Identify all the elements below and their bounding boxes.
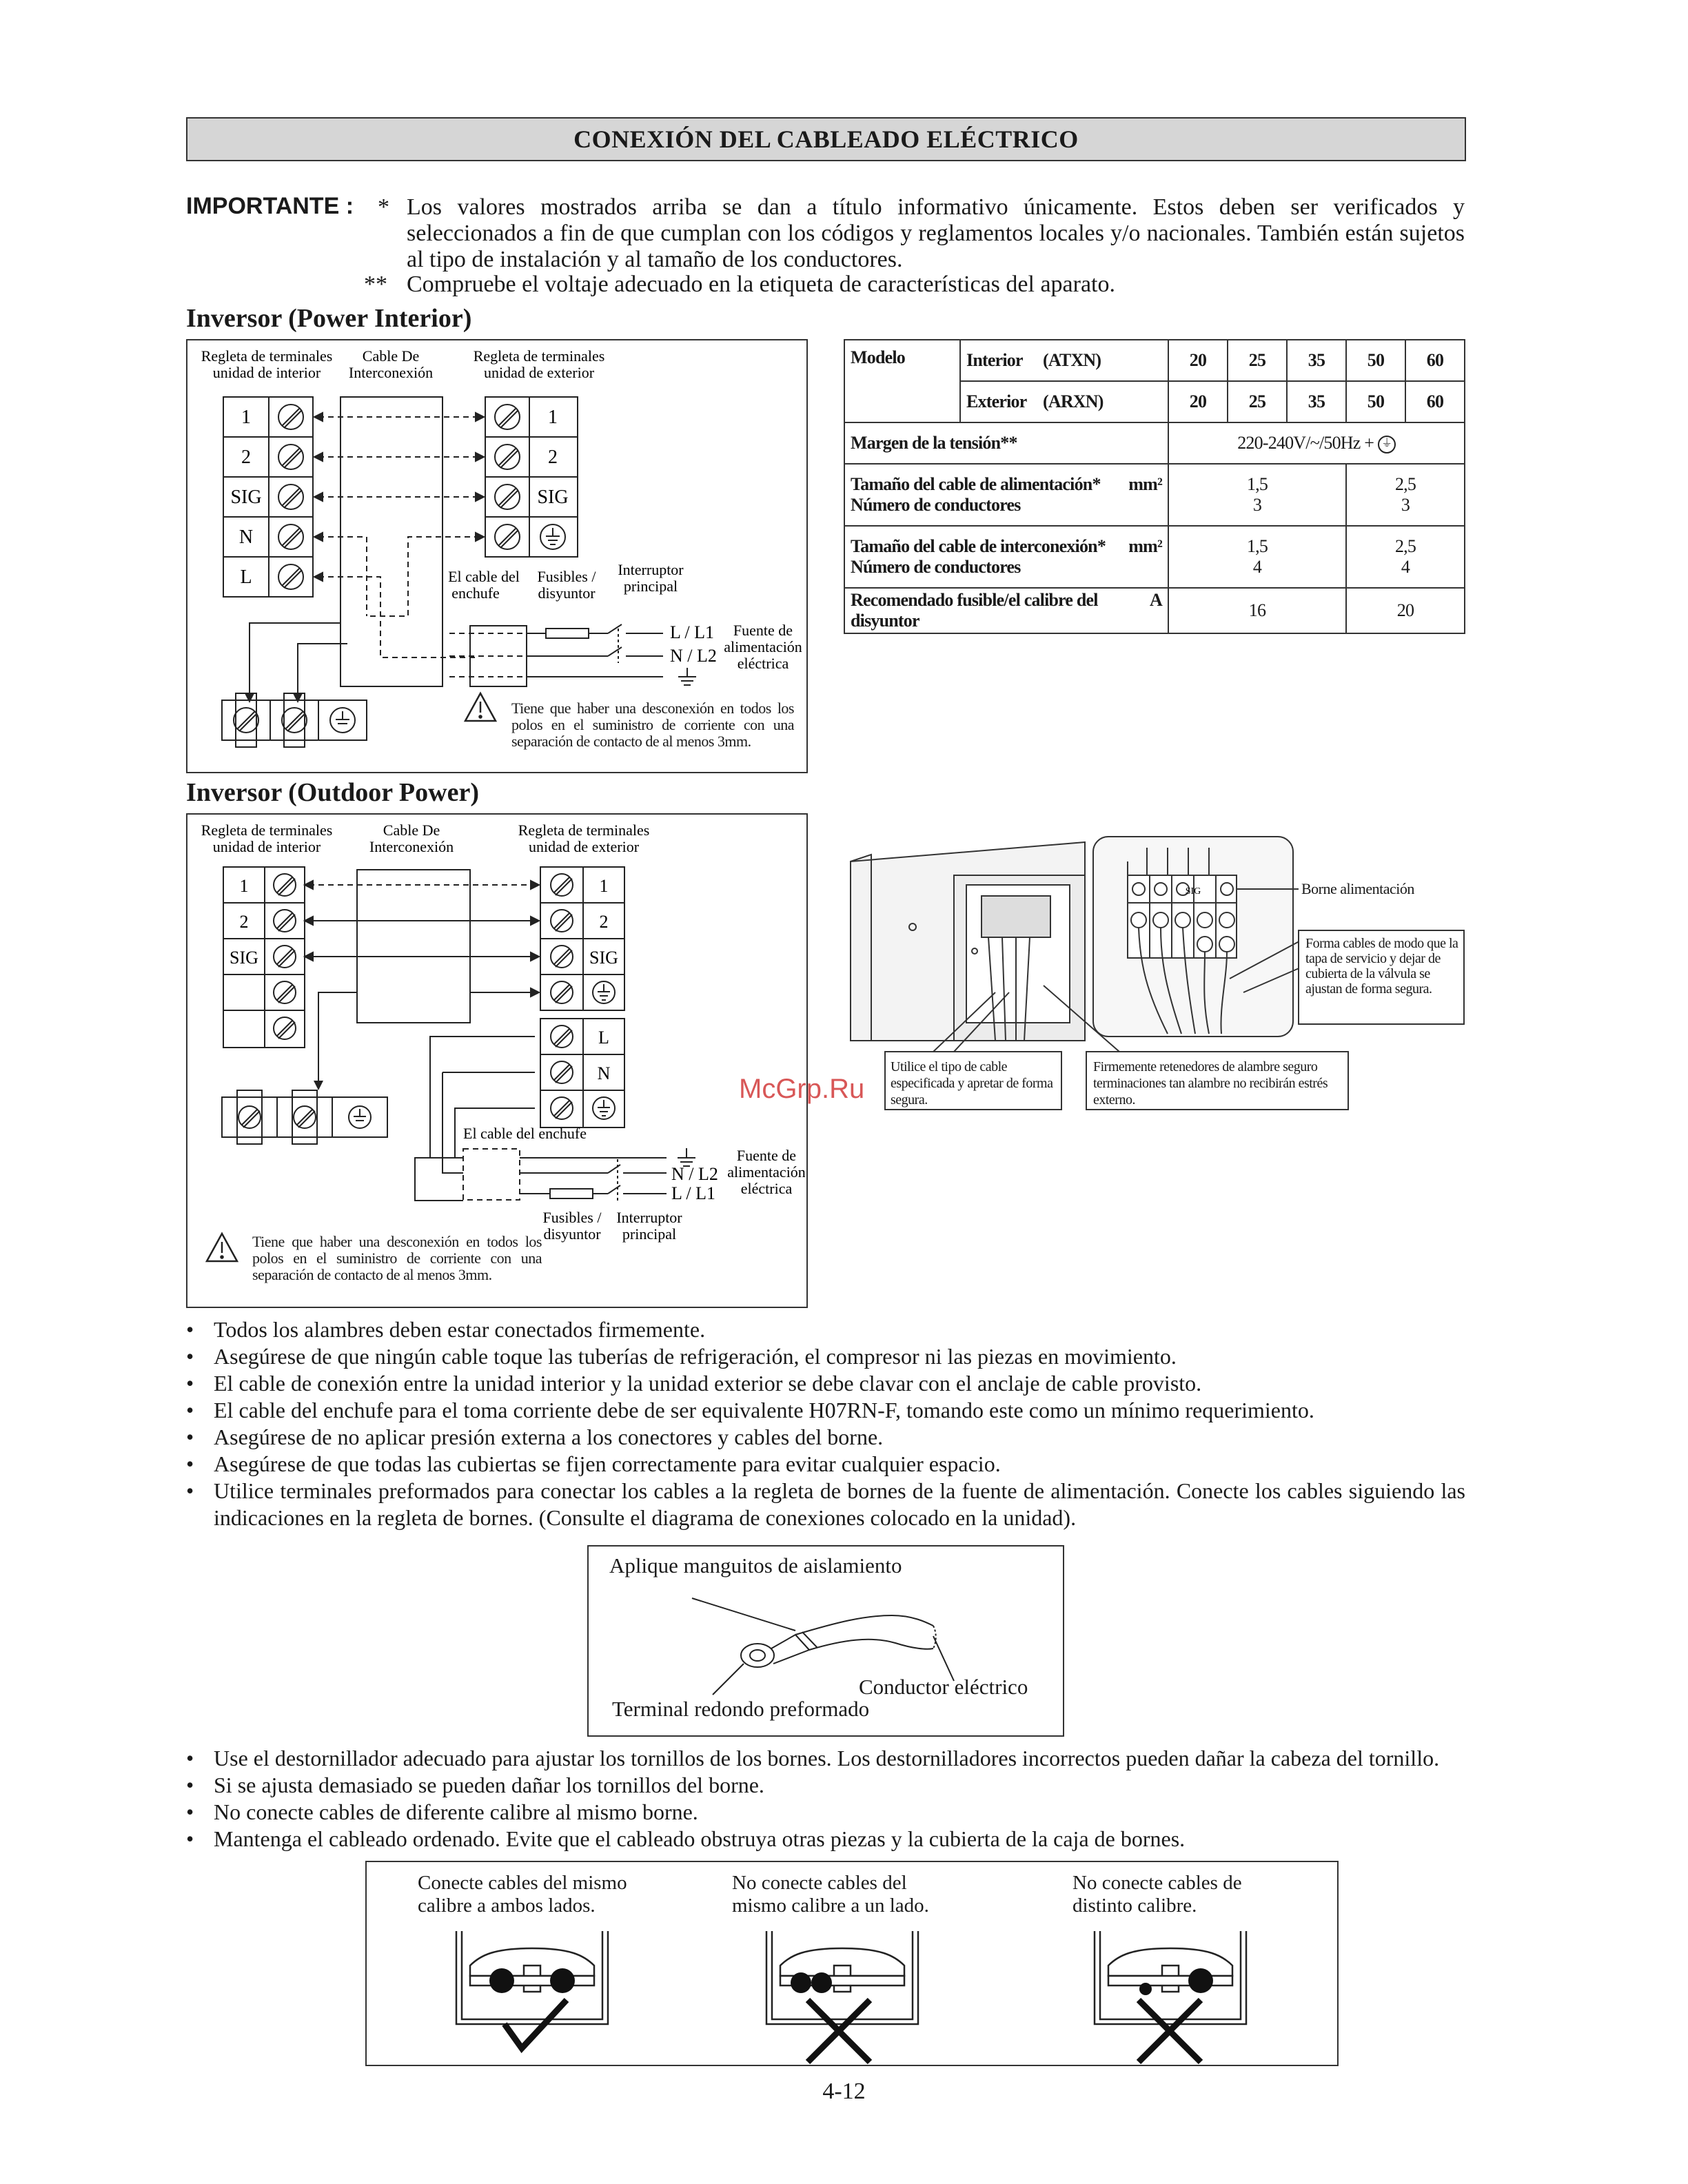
wire-left	[489, 1968, 514, 1993]
section-outdoor-power-title: Inversor (Outdoor Power)	[186, 778, 479, 807]
use-cable-callout: Utilice el tipo de cable especificada y apretar de forma segura.	[891, 1059, 1053, 1108]
spec-inter-cable-label: Tamaño del cable de interconexión*	[851, 536, 1106, 556]
interconnect-cable-label: Cable De	[383, 821, 440, 839]
gauge-bad2-diagram	[1095, 1931, 1246, 2024]
indoor-terminal-label-2: unidad de interior	[212, 364, 321, 381]
indoor-terminal-label-2: unidad de interior	[212, 838, 321, 855]
power-terminal-n: N	[597, 1063, 611, 1083]
diagram-power-interior	[186, 339, 808, 773]
spec-power-small: 1,5	[1246, 474, 1268, 494]
important-note-1: Los valores mostrados arriba se dan a título informativo únicamente. Estos deben ser verificados y seleccionados a fin de que cumplan con los códigos y reglamentos locales y/o nacionales. También están sujetos al tipo de instalación y al tamaño de los conductores.	[407, 194, 1465, 272]
list-item: • Mantenga el cableado ordenado. Evite que el cableado obstruya otras piezas y la cubierta de la caja de bornes.	[186, 1826, 1465, 1853]
ground-icon	[540, 524, 565, 549]
bullet-list-2	[186, 1745, 1465, 1853]
spec-size-50: 50	[1346, 340, 1405, 381]
list-item: • Asegúrese de no aplicar presión externa a los conectores y cables del borne.	[186, 1424, 1465, 1451]
unit-terminal-figure	[844, 834, 1467, 1116]
indoor-terminal-l: L	[240, 567, 252, 588]
round-terminal-label: Terminal redondo preformado	[612, 1697, 870, 1721]
spec-size-60: 60	[1405, 340, 1465, 381]
indoor-terminal-block	[223, 867, 305, 1048]
spec-ext-size-25: 25	[1228, 381, 1287, 422]
important-star-2: **	[364, 272, 387, 297]
fuses-label-2: disyuntor	[538, 584, 596, 602]
list-item: • El cable del enchufe para el toma corriente debe de ser equivalente H07RN-F, tomando este como un mínimo requerimiento.	[186, 1397, 1465, 1424]
spec-atxn: (ATXN)	[1037, 340, 1168, 381]
spec-ext-size-50: 50	[1346, 381, 1405, 422]
wire-right	[550, 1968, 575, 1993]
warning-text-2: Tiene que haber una desconexión en todos los polos en el suministro de corriente con una separación de contacto de al menos 3mm.	[252, 1233, 542, 1283]
interconnect-cable-label-2: Interconexión	[348, 364, 434, 381]
n2-label: N / L2	[671, 1164, 718, 1184]
important-star-1: *	[378, 194, 389, 220]
outdoor-terminal-block	[540, 867, 624, 1010]
spec-model: Modelo	[844, 340, 960, 422]
switch-label-2: principal	[622, 1225, 677, 1243]
list-item: • Utilice terminales preformados para conectar los cables a la regleta de bornes de la fuente de alimentación. Conecte los cables siguiendo las indicaciones en la regleta de bornes. (Consulte el diagrama de conexiones colocado en la unidad).	[186, 1478, 1465, 1531]
watermark: McGrp.Ru	[739, 1074, 865, 1104]
voltage-value-text: 220-240V/~/50Hz +	[1237, 432, 1374, 453]
ground-source-icon	[678, 668, 696, 685]
list-item: • Si se ajusta demasiado se pueden dañar los tornillos del borne.	[186, 1772, 1465, 1799]
spec-power-cond-small: 3	[1252, 495, 1262, 515]
form-cables-callout: Forma cables de modo que la tapa de servicio y dejar de cubierta de la válvula se ajustan de forma segura.	[1305, 936, 1458, 997]
power-source-label-2: alimentación	[727, 1163, 806, 1181]
terminal-closeup	[1093, 837, 1293, 1037]
gauge-bad1-line-1: No conecte cables del	[732, 1872, 907, 1894]
spec-ext-size-60: 60	[1405, 381, 1465, 422]
interconnect-cable-box	[357, 870, 470, 1023]
spec-conductors-label-2: Número de conductores	[851, 557, 1021, 577]
power-source-label-2: alimentación	[724, 638, 802, 655]
lower-terminal-block	[222, 1090, 387, 1144]
power-source-label: Fuente de	[736, 1147, 797, 1164]
list-item: • Use el destornillador adecuado para ajustar los tornillos de los bornes. Los destornilladores incorrectos pueden dañar la cabeza del tornillo.	[186, 1745, 1465, 1772]
gauge-bad2-line-2: distinto calibre.	[1072, 1895, 1197, 1917]
important-note-2: Compruebe el voltaje adecuado en la etiqueta de características del aparato.	[407, 272, 1115, 297]
outdoor-terminal-1: 1	[548, 407, 558, 428]
section-power-interior-title: Inversor (Power Interior)	[186, 304, 472, 333]
warning-text-1: Tiene que haber una desconexión en todos los polos en el suministro de corriente con una separación de contacto de al menos 3mm.	[511, 700, 794, 750]
spec-size-35: 35	[1287, 340, 1346, 381]
spec-exterior: Exterior	[960, 381, 1037, 422]
switch-label-2: principal	[623, 578, 678, 595]
interconnect-cable-label: Cable De	[362, 347, 420, 365]
spec-ext-size-35: 35	[1287, 381, 1346, 422]
outdoor-terminal-label: Regleta de terminales	[473, 347, 605, 365]
spec-fuse-small: 16	[1168, 588, 1346, 633]
spec-power-cond-large: 3	[1401, 495, 1410, 515]
list-item: • Todos los alambres deben estar conectados firmemente.	[186, 1316, 1465, 1343]
gauge-bad2-line-1: No conecte cables de	[1072, 1872, 1242, 1894]
warning-icon	[465, 693, 496, 721]
spec-inter-large: 2,5	[1394, 536, 1416, 556]
important-label: IMPORTANTE :	[186, 193, 354, 219]
spec-conductors-label: Número de conductores	[851, 495, 1021, 515]
l1-label: L / L1	[671, 1183, 716, 1203]
plug-cable-label-2: enchufe	[451, 584, 500, 602]
power-terminal-callout: Borne alimentación	[1301, 880, 1414, 897]
plug-cable-box	[463, 1149, 520, 1200]
spec-voltage-label: Margen de la tensión**	[844, 422, 1168, 464]
fuses-label: Fusibles /	[537, 568, 596, 585]
firmly-callout: Firmemente retenedores de alambre seguro terminaciones tan alambre no recibirán estrés externo.	[1093, 1059, 1328, 1108]
spec-size-20: 20	[1168, 340, 1228, 381]
cross-icon	[808, 2000, 870, 2062]
indoor-terminal-sig: SIG	[230, 948, 258, 968]
bullet-list-1	[186, 1316, 1465, 1531]
power-source-label-3: eléctrica	[737, 655, 789, 672]
outdoor-terminal-label-2: unidad de exterior	[528, 838, 640, 855]
indoor-terminal-1: 1	[239, 876, 249, 896]
interconnect-cable-box	[340, 397, 443, 686]
sig-mark: SIG	[1185, 886, 1201, 897]
list-item: • No conecte cables de diferente calibre al mismo borne.	[186, 1799, 1465, 1826]
ground-icon: ⏚	[1378, 436, 1396, 453]
outdoor-terminal-label-2: unidad de exterior	[483, 364, 595, 381]
spec-inter-cond-small: 4	[1252, 557, 1262, 577]
indoor-terminal-2: 2	[239, 912, 249, 932]
switch-label: Interruptor	[618, 561, 684, 578]
gauge-bad1-line-2: mismo calibre a un lado.	[732, 1895, 929, 1917]
gauge-bad1-diagram	[766, 1931, 918, 2024]
outdoor-terminal-sig: SIG	[589, 948, 618, 968]
spec-inter-cond-large: 4	[1401, 557, 1410, 577]
sleeve-label: Aplique manguitos de aislamiento	[609, 1553, 902, 1578]
power-source-label-3: eléctrica	[740, 1180, 793, 1197]
plug-cable-label: El cable del	[448, 568, 520, 585]
spec-power-large: 2,5	[1394, 474, 1416, 494]
power-source-label: Fuente de	[733, 622, 793, 639]
gauge-illustrations	[367, 1862, 1337, 2065]
spec-voltage-value	[1168, 422, 1465, 464]
spec-table	[844, 339, 1465, 634]
outdoor-terminal-1: 1	[599, 876, 609, 896]
page-number: 4-12	[822, 2079, 866, 2104]
gauge-ok-diagram	[456, 1931, 608, 2024]
fuse-icon	[546, 629, 589, 638]
outdoor-terminal-sig: SIG	[537, 487, 569, 508]
l1-label: L / L1	[670, 622, 715, 642]
gauge-ok-line-1: Conecte cables del mismo	[418, 1872, 627, 1894]
plug-cable-label: El cable del enchufe	[463, 1125, 587, 1142]
spec-arxn: (ARXN)	[1037, 381, 1168, 422]
ground-icon	[593, 981, 615, 1003]
warning-icon	[207, 1234, 237, 1261]
spec-ext-size-20: 20	[1168, 381, 1228, 422]
switch-label: Interruptor	[616, 1209, 682, 1226]
list-item: • Asegúrese de que ningún cable toque las tuberías de refrigeración, el compresor ni las piezas en movimiento.	[186, 1343, 1465, 1370]
indoor-terminal-label: Regleta de terminales	[201, 821, 333, 839]
spec-power-cable-label: Tamaño del cable de alimentación*	[851, 474, 1101, 494]
power-terminal-block	[540, 1019, 624, 1127]
indoor-terminal-2: 2	[241, 447, 251, 468]
spec-interior: Interior	[960, 340, 1037, 381]
indoor-terminal-sig: SIG	[230, 487, 262, 508]
outdoor-terminal-2: 2	[548, 447, 558, 468]
indoor-terminal-1: 1	[241, 407, 251, 428]
fuses-label-2: disyuntor	[543, 1225, 601, 1243]
page-title: CONEXIÓN DEL CABLEADO ELÉCTRICO	[186, 117, 1466, 161]
indoor-terminal-n: N	[238, 527, 254, 548]
n2-label: N / L2	[670, 646, 717, 666]
interconnect-cable-label-2: Interconexión	[369, 838, 454, 855]
list-item: • El cable de conexión entre la unidad interior y la unidad exterior se debe clavar con el anclaje de cable provisto.	[186, 1370, 1465, 1397]
spec-inter-small: 1,5	[1246, 536, 1268, 556]
power-terminal-l: L	[598, 1028, 609, 1048]
lower-terminal-block	[222, 623, 367, 747]
outdoor-terminal-block	[485, 397, 578, 557]
list-item: • Asegúrese de que todas las cubiertas se fijen correctamente para evitar cualquier espacio.	[186, 1451, 1465, 1478]
outdoor-terminal-label: Regleta de terminales	[518, 821, 650, 839]
indoor-terminal-block	[223, 397, 313, 597]
spec-unit-a: A	[1150, 590, 1162, 610]
spec-size-25: 25	[1228, 340, 1287, 381]
spec-unit-mm: mm²	[1128, 474, 1162, 494]
diagram-outdoor-power	[186, 813, 808, 1308]
indoor-terminal-label: Regleta de terminales	[201, 347, 333, 365]
conductor-label: Conductor eléctrico	[859, 1675, 1028, 1699]
round-terminal-figure	[587, 1545, 1064, 1737]
fuses-label: Fusibles /	[542, 1209, 602, 1226]
gauge-ok-line-2: calibre a ambos lados.	[418, 1895, 596, 1917]
cross-icon	[1139, 2000, 1201, 2062]
outdoor-terminal-2: 2	[599, 912, 609, 932]
fuse-icon	[550, 1189, 593, 1198]
spec-fuse-large: 20	[1346, 588, 1465, 633]
spec-unit-mm-2: mm²	[1128, 536, 1162, 556]
spec-fuse-label: Recomendado fusible/el calibre del disyuntor	[851, 590, 1098, 631]
wire-gauge-figure	[365, 1861, 1339, 2066]
